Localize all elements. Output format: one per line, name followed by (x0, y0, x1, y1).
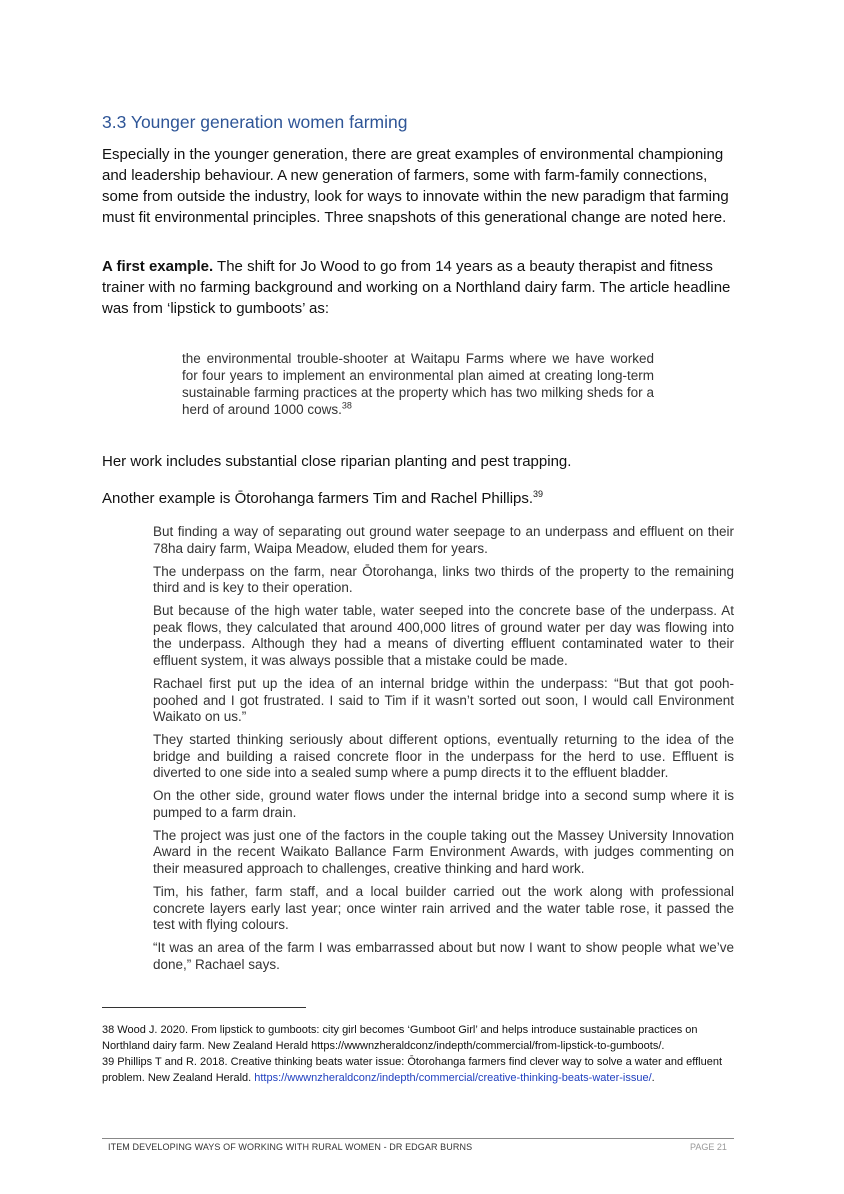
another-example-text: Another example is Ōtorohanga farmers Tim and Rachel Phillips. (102, 490, 534, 507)
quote-paragraph: The underpass on the farm, near Ōtorohanga, links two thirds of the property to the remaining third and is key to their operation. (153, 563, 734, 596)
page-number: PAGE 21 (690, 1142, 727, 1152)
footnote-39 (102, 1054, 734, 1086)
footnote-39-text: 39 Phillips T and R. 2018. Creative thinking beats water issue: Ōtorohanga farmers find clever way to solve a water and effluent problem. New Zealand Herald. (102, 1056, 723, 1084)
body-paragraph-3: Her work includes substantial close riparian planting and pest trapping. (102, 453, 572, 470)
footnote-ref-39: 39 (533, 489, 544, 499)
first-example-text: The shift for Jo Wood to go from 14 years as a beauty therapist and fitness trainer with no farming background and working on a Northland dairy farm. The article headline was from ‘lipstick to gumboots’ as: (102, 258, 731, 317)
footnotes (102, 1022, 734, 1086)
quote-paragraph: Tim, his father, farm staff, and a local builder carried out the work along with professional concrete layers early last year; once winter rain arrived and the water table rose, it passed the test with flying colours. (153, 884, 734, 933)
quote-paragraph: Rachael first put up the idea of an internal bridge within the underpass: “But that got pooh-poohed and I got frustrated. I said to Tim if it wasn’t sorted out soon, I would call Environment Waikato on us.” (153, 675, 734, 725)
footnote-38: 38 Wood J. 2020. From lipstick to gumboots: city girl becomes ‘Gumboot Girl’ and helps introduce sustainable practices on Northland dairy farm. New Zealand Herald https://wwwnzheraldconz/indepth/commercial/from-lipstick-to-gumboots/. (102, 1024, 698, 1052)
quote-paragraph: They started thinking seriously about different options, eventually returning to the idea of the bridge and building a raised concrete floor in the underpass for the herd to use. Effluent is diverted to one side into a sealed sump where a pump directs it to the effluent bladder. (153, 732, 734, 781)
first-example-lead: A first example. (102, 258, 214, 275)
block-quote-phillips (153, 524, 734, 980)
footer-rule (102, 1138, 734, 1139)
quote-paragraph: But because of the high water table, water seeped into the concrete base of the underpass. At peak flows, they calculated that around 400,000 litres of ground water per day was flowing into the underpass. Although they had a means of diverting effluent contaminated water to their effluent system, it was always possible that a mistake could be made. (153, 603, 734, 668)
footnote-separator (102, 1007, 306, 1008)
body-paragraph-4 (102, 488, 742, 509)
quote-paragraph: The project was just one of the factors in the couple taking out the Massey University Innovation Award in the recent Waikato Ballance Farm Environment Awards, with judges commenting on their measured approach to challenges, creative thinking and hard work. (153, 827, 734, 877)
block-quote-wood (182, 350, 654, 418)
quote-paragraph: On the other side, ground water flows under the internal bridge into a second sump where it is pumped to a farm drain. (153, 788, 734, 820)
footer-title: ITEM DEVELOPING WAYS OF WORKING WITH RURAL WOMEN - DR EDGAR BURNS (108, 1142, 473, 1152)
quote-wood-text: the environmental trouble-shooter at Waitapu Farms where we have worked for four years to implement an environmental plan aimed at creating long-term sustainable farming practices at the property which has two milking sheds for a herd of around 1000 cows. (182, 351, 654, 417)
footnote-39-link[interactable]: https://wwwnzheraldconz/indepth/commercial/creative-thinking-beats-water-issue/ (254, 1072, 652, 1084)
body-paragraph-2 (102, 256, 742, 319)
quote-paragraph: But finding a way of separating out ground water seepage to an underpass and effluent on their 78ha dairy farm, Waipa Meadow, eluded them for years. (153, 524, 734, 556)
section-heading: 3.3 Younger generation women farming (102, 112, 408, 132)
body-paragraph-1: Especially in the younger generation, there are great examples of environmental championing and leadership behaviour. A new generation of farmers, some with farm-family connections, some from outside the industry, look for ways to innovate within the new paradigm that farming must fit environmental principles. Three snapshots of this generational change are noted here. (102, 146, 729, 226)
quote-paragraph: “It was an area of the farm I was embarrassed about but now I want to show people what we’ve done,” Rachael says. (153, 940, 734, 972)
footnote-39-end: . (651, 1072, 655, 1084)
footnote-ref-38: 38 (341, 400, 352, 411)
